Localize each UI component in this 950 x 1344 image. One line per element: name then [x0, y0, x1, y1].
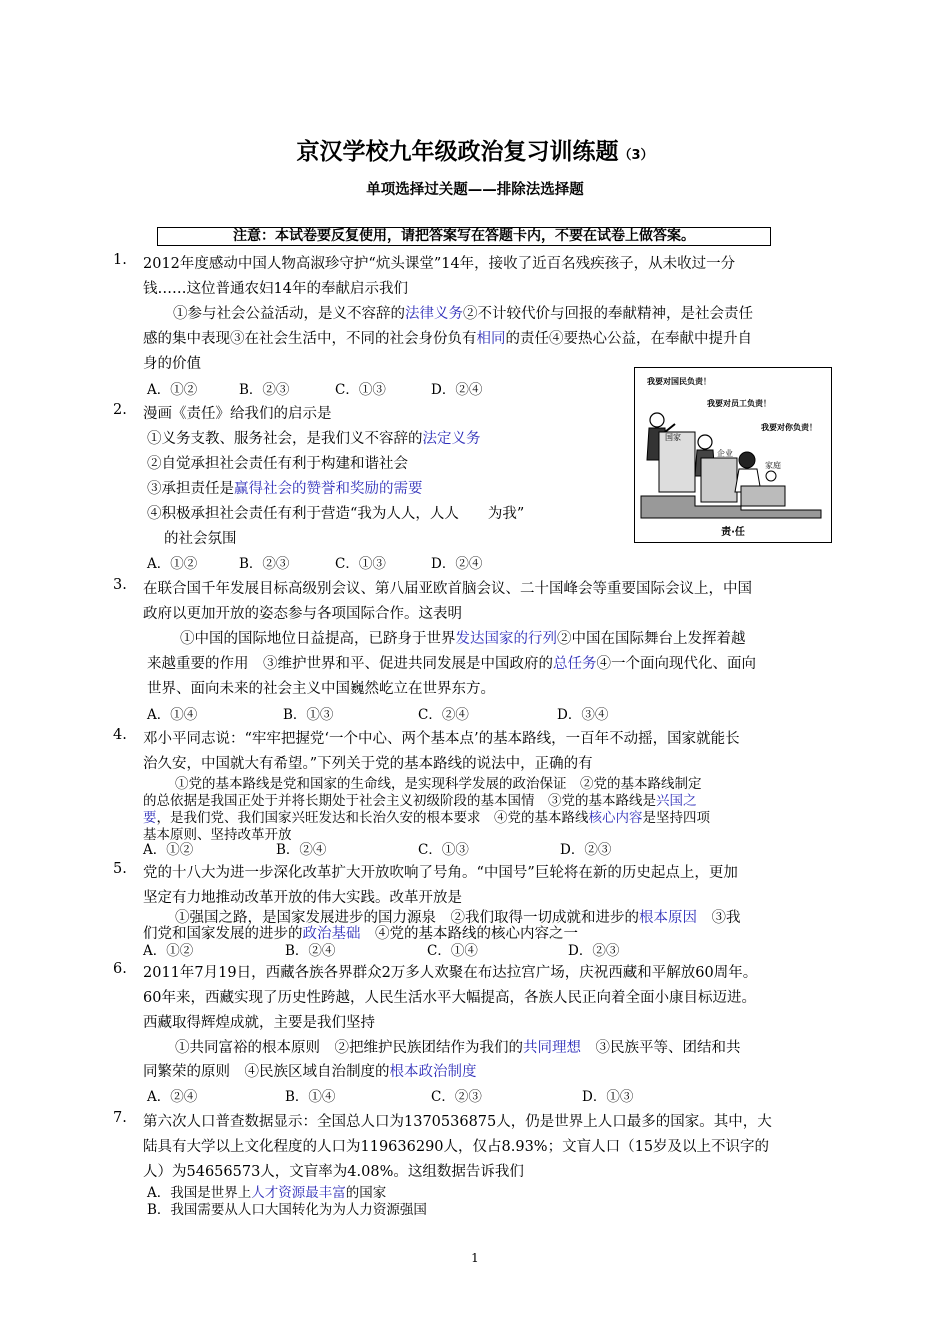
q7-line3: 人）为54656573人，文盲率为4.08%。这组数据告诉我们 [143, 1164, 524, 1180]
q1-line1: 2012年度感动中国人物高淑珍守护“炕头课堂”14年，接收了近百名残疾孩子，从未收过一分 [143, 256, 736, 272]
q3-link-text: 总任务 [553, 656, 597, 672]
q4-option-c: C．①③ [418, 842, 469, 858]
q6-text: ①共同富裕的根本原则 ②把维护民族团结作为我们的 [175, 1040, 523, 1056]
q6-line3: 西藏取得辉煌成就，主要是我们坚持 [143, 1015, 375, 1031]
q6-option-b: B．①④ [285, 1089, 336, 1105]
q3-line1: 在联合国千年发展目标高级别会议、第八届亚欧首脑会议、二十国峰会等重要国际会议上，中国 [143, 581, 752, 597]
q6-number: 6. [113, 961, 127, 977]
q4-line3: ①党的基本路线是党和国家的生命线，是实现科学发展的政治保证 ②党的基本路线制定 [175, 776, 702, 792]
q7-line1: 第六次人口普查数据显示：全国总人口为1370536875人，仍是世界上人口最多的国家。其中，大 [143, 1114, 772, 1130]
q7-number: 7. [113, 1110, 127, 1126]
q6-option-d: D．①③ [582, 1089, 634, 1105]
q5-text: ④党的基本路线的核心内容之一 [360, 926, 578, 942]
q4-line1: 邓小平同志说：“牢牢把握党‘一个中心、两个基本点’的基本路线，一百年不动摇，国家就能长 [143, 731, 740, 747]
q3-option-b: B．①③ [283, 707, 334, 723]
q1-line2: 钱……这位普通农妇14年的奉献启示我们 [143, 281, 408, 297]
q1-number: 1. [113, 252, 127, 268]
q3-line4 [147, 652, 756, 673]
q3-text: ④一个面向现代化、面向 [596, 656, 756, 672]
q5-line4 [143, 922, 578, 943]
q4-link-text: 要 [143, 810, 157, 826]
q5-option-a: A．①② [143, 943, 194, 959]
q1-link-text: 法律义务 [405, 306, 463, 322]
q5-option-d: D．②③ [568, 943, 620, 959]
q1-line3 [173, 302, 753, 323]
q7-line2: 陆具有大学以上文化程度的人口为119636290人，仅占8.93%；文盲人口（15岁及以上不识字的 [143, 1139, 770, 1155]
cartoon-caption: 责·任 [721, 527, 745, 538]
q6-text: 同繁荣的原则 ④民族区域自治制度的 [143, 1064, 390, 1080]
page-title [0, 133, 950, 166]
q3-option-c: C．②④ [418, 707, 469, 723]
q2-option-a: A．①② [147, 556, 198, 572]
q4-link-text: 兴国之 [656, 793, 697, 809]
q3-option-a: A．①④ [147, 707, 198, 723]
cartoon-bubble-3: 我要对你负责！ [761, 423, 817, 432]
q2-text: ③承担责任是 [147, 481, 234, 497]
q3-text: ①中国的国际地位日益提高，已跻身于世界 [180, 631, 456, 647]
q1-text: ①参与社会公益活动，是义不容辞的 [173, 306, 405, 322]
q3-text: 来越重要的作用 ③维护世界和平、促进共同发展是中国政府的 [147, 656, 553, 672]
q2-option-c: C．①③ [335, 556, 386, 572]
q2-number: 2. [113, 402, 127, 418]
q6-link-text: 共同理想 [523, 1040, 581, 1056]
notice-box: 注意：本试卷要反复使用，请把答案写在答题卡内，不要在试卷上做答案。 [157, 227, 771, 246]
q4-number: 4. [113, 727, 127, 743]
q5-link-text: 政治基础 [302, 926, 361, 942]
q5-text: 们党和国家发展的进步的 [143, 926, 303, 942]
q7-text: A．我国是世界上 [147, 1185, 252, 1201]
q2-link-text: 赢得社会的赞誉和奖励的需要 [234, 481, 423, 497]
q2-option-d: D．②④ [431, 556, 483, 572]
cartoon-bubble-2: 我要对员工负责！ [707, 399, 771, 408]
q1-link-text: 相同 [476, 331, 506, 347]
q2-item-1 [147, 427, 481, 448]
q5-link-text: 根本原因 [639, 910, 697, 926]
q2-option-b: B．②③ [239, 556, 290, 572]
q4-text: ，是我们党、我们国家兴旺发达和长治久安的根本要求 ④党的基本路线 [156, 810, 589, 826]
q4-line6: 基本原则、坚持改革开放 [143, 827, 292, 843]
q2-link-text: 法定义务 [422, 431, 481, 447]
cartoon-label-country: 国家 [665, 433, 681, 442]
title-suffix: （3） [618, 148, 654, 163]
q5-number: 5. [113, 861, 127, 877]
page-number: 1 [471, 1251, 479, 1265]
q6-line1: 2011年7月19日，西藏各族各界群众2万多人欢聚在布达拉宫广场，庆祝西藏和平解放60周年。 [143, 965, 758, 981]
q1-text: 的责任④要热心公益，在奉献中提升自 [505, 331, 752, 347]
title-text: 京汉学校九年级政治复习训练题 [296, 139, 619, 165]
q3-option-d: D．③④ [557, 707, 609, 723]
q1-text: ②不计较代价与回报的奉献精神，是社会责任 [463, 306, 753, 322]
q6-option-a: A．②④ [147, 1089, 198, 1105]
q1-option-a: A．①② [147, 382, 198, 398]
q2-text: ①义务支教、服务社会，是我们义不容辞的 [147, 431, 423, 447]
q1-line5: 身的价值 [143, 356, 201, 372]
q6-link-text: 根本政治制度 [389, 1064, 477, 1080]
q5-text: ③我 [697, 910, 741, 926]
q7-link-text: 人才资源最丰富 [251, 1185, 346, 1201]
q5-line2: 坚定有力地推动改革开放的伟大实践。改革开放是 [143, 890, 462, 906]
cartoon-responsibility [634, 367, 832, 543]
cartoon-bubble-1: 我要对国民负责！ [647, 377, 711, 386]
q2-item-4: ④积极承担社会责任有利于营造“我为人人，人人 为我” [147, 506, 525, 522]
q5-option-b: B．②④ [285, 943, 336, 959]
q6-line4 [175, 1036, 741, 1057]
q5-text: ①强国之路，是国家发展进步的国力源泉 ②我们取得一切成就和进步的 [175, 910, 639, 926]
q1-text: 感的集中表现③在社会生活中，不同的社会身份负有 [143, 331, 477, 347]
q1-option-c: C．①③ [335, 382, 386, 398]
q3-line5: 世界、面向未来的社会主义中国巍然屹立在世界东方。 [147, 681, 495, 697]
cartoon-illustration [635, 368, 831, 542]
q2-item-2: ②自觉承担社会责任有利于构建和谐社会 [147, 456, 408, 472]
q6-option-c: C．②③ [431, 1089, 482, 1105]
q4-option-b: B．②④ [276, 842, 327, 858]
q4-option-d: D．②③ [560, 842, 612, 858]
q1-line4 [143, 327, 752, 348]
q3-text: ②中国在国际舞台上发挥着越 [557, 631, 746, 647]
q3-link-text: 发达国家的行列 [455, 631, 557, 647]
q2-stem: 漫画《责任》给我们的启示是 [143, 406, 332, 422]
q4-option-a: A．①② [143, 842, 194, 858]
q4-link-text: 核心内容 [588, 810, 643, 826]
q7-text: 的国家 [345, 1185, 387, 1201]
page-subtitle: 单项选择过关题——排除法选择题 [366, 182, 584, 198]
q6-line2: 60年来，西藏实现了历史性跨越，人民生活水平大幅提高，各族人民正向着全面小康目标迈进。 [143, 990, 756, 1006]
q6-line5 [143, 1060, 477, 1081]
q1-option-b: B．②③ [239, 382, 290, 398]
cartoon-label-family: 家庭 [765, 461, 781, 470]
q3-line3 [180, 627, 746, 648]
q4-text: 的总依据是我国正处于并将长期处于社会主义初级阶段的基本国情 ③党的基本路线是 [143, 793, 656, 809]
q6-text: ③民族平等、团结和共 [581, 1040, 741, 1056]
q7-option-b: B．我国需要从人口大国转化为为人力资源强国 [147, 1202, 427, 1218]
q4-line2: 治久安，中国就大有希望。”下列关于党的基本路线的说法中，正确的有 [143, 756, 593, 772]
q3-line2: 政府以更加开放的姿态参与各项国际合作。这表明 [143, 606, 462, 622]
q4-text: 是坚持四项 [642, 810, 710, 826]
q5-option-c: C．①④ [427, 943, 478, 959]
q2-item-4-cont: 的社会氛围 [164, 531, 237, 547]
q3-number: 3. [113, 577, 127, 593]
cartoon-label-company: 企业 [717, 449, 733, 458]
q5-line1: 党的十八大为进一步深化改革扩大开放吹响了号角。“中国号”巨轮将在新的历史起点上，更加 [143, 865, 738, 881]
q1-option-d: D．②④ [431, 382, 483, 398]
q2-item-3 [147, 477, 423, 498]
